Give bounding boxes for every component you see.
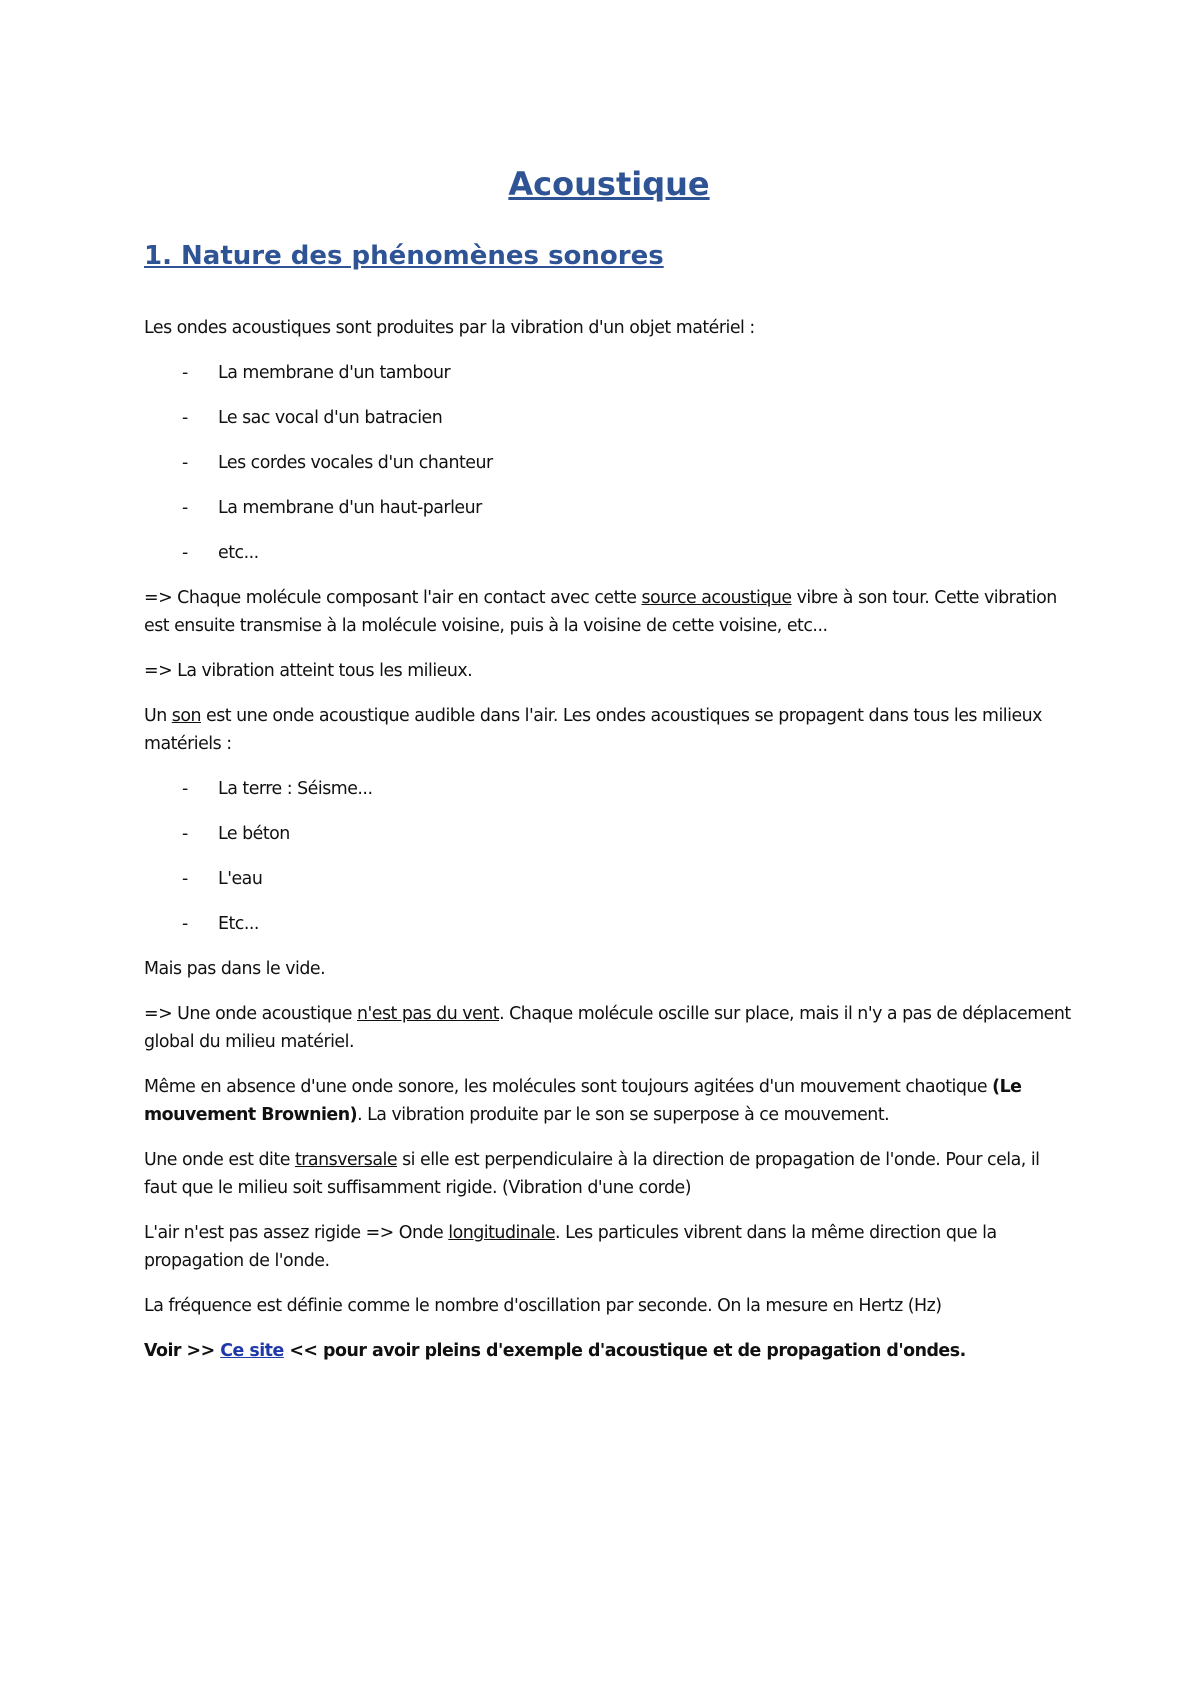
dash-bullet: - <box>182 543 188 563</box>
list-item <box>144 820 1074 848</box>
underlined-term: transversale <box>294 1150 398 1170</box>
paragraph-brownien <box>144 1073 1074 1129</box>
paragraph-vide: Mais pas dans le vide. <box>144 959 326 979</box>
page-title: Acoustique <box>508 165 710 203</box>
underlined-term: son <box>171 706 202 726</box>
text-run: Même en absence d'une onde sonore, les molécules sont toujours agitées d'un mouvement chaotique <box>144 1077 993 1097</box>
dash-bullet: - <box>182 779 188 799</box>
dash-bullet: - <box>182 824 188 844</box>
text-run: . Les particules vibrent dans la même direction que la propagation de l'onde. <box>144 1223 997 1271</box>
bold-term: (Le mouvement Brownien) <box>144 1077 1022 1125</box>
intro-paragraph: Les ondes acoustiques sont produites par la vibration d'un objet matériel : <box>144 318 755 338</box>
example-sources-list <box>144 359 1074 567</box>
list-item <box>144 359 1074 387</box>
section-heading: 1. Nature des phénomènes sonores <box>144 241 664 271</box>
text-run: vibre à son tour. Cette vibration est ensuite transmise à la molécule voisine, puis à la voisine de cette voisine, etc... <box>144 588 1057 636</box>
list-item <box>144 404 1074 432</box>
underlined-term: n'est pas du vent <box>356 1004 500 1024</box>
text-run: Une onde est dite <box>144 1150 295 1170</box>
text-run: << pour avoir pleins d'exemple d'acoustique et de propagation d'ondes. <box>283 1341 966 1361</box>
paragraph-son <box>144 702 1074 758</box>
list-item <box>144 910 1074 938</box>
list-item-text: La terre : Séisme... <box>218 779 373 799</box>
text-run: Voir >> <box>144 1341 221 1361</box>
text-run: est une onde acoustique audible dans l'air. Les ondes acoustiques se propagent dans tous les milieux matériels : <box>144 706 1042 754</box>
list-item-text: Etc... <box>218 914 259 934</box>
dash-bullet: - <box>182 869 188 889</box>
list-item-text: Le béton <box>218 824 290 844</box>
text-run: si elle est perpendiculaire à la direction de propagation de l'onde. Pour cela, il faut que le milieu soit suffisamment rigide. (Vibration d'une corde) <box>144 1150 1040 1198</box>
list-item-text: L'eau <box>218 869 263 889</box>
dash-bullet: - <box>182 453 188 473</box>
list-item-text: etc... <box>218 543 259 563</box>
dash-bullet: - <box>182 498 188 518</box>
dash-bullet: - <box>182 408 188 428</box>
dash-bullet: - <box>182 363 188 383</box>
paragraph-frequence: La fréquence est définie comme le nombre d'oscillation par seconde. On la mesure en Hertz (Hz) <box>144 1296 942 1316</box>
list-item-text: La membrane d'un haut-parleur <box>218 498 482 518</box>
list-item-text: Les cordes vocales d'un chanteur <box>218 453 493 473</box>
paragraph-source-acoustique <box>144 584 1074 640</box>
text-run: => Une onde acoustique <box>144 1004 357 1024</box>
text-run: L'air n'est pas assez rigide => Onde <box>144 1223 449 1243</box>
ce-site-link[interactable]: Ce site <box>220 1341 284 1361</box>
list-item <box>144 865 1074 893</box>
underlined-term: source acoustique <box>641 588 792 608</box>
list-item <box>144 494 1074 522</box>
list-item <box>144 775 1074 803</box>
paragraph-vibration: => La vibration atteint tous les milieux. <box>144 661 473 681</box>
list-item-text: La membrane d'un tambour <box>218 363 451 383</box>
text-run: . La vibration produite par le son se superpose à ce mouvement. <box>357 1105 890 1125</box>
text-run: Un <box>144 706 172 726</box>
dash-bullet: - <box>182 914 188 934</box>
text-run: . Chaque molécule oscille sur place, mais il n'y a pas de déplacement global du milieu matériel. <box>144 1004 1071 1052</box>
paragraph-voir <box>144 1337 1074 1365</box>
paragraph-transversale <box>144 1146 1074 1202</box>
document-content <box>144 160 1074 1382</box>
text-run: => Chaque molécule composant l'air en contact avec cette <box>144 588 642 608</box>
paragraph-vent <box>144 1000 1074 1056</box>
paragraph-longitudinale <box>144 1219 1074 1275</box>
list-item-text: Le sac vocal d'un batracien <box>218 408 443 428</box>
list-item <box>144 449 1074 477</box>
underlined-term: longitudinale <box>448 1223 556 1243</box>
list-item <box>144 539 1074 567</box>
media-list <box>144 775 1074 938</box>
